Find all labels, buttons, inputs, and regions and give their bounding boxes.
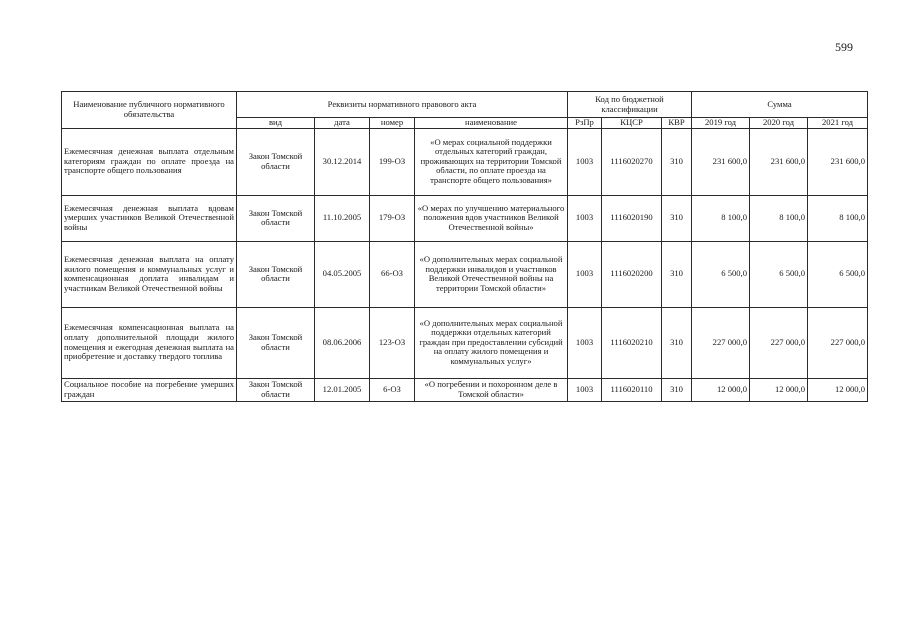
row-sum-2019: 6 500,0 (692, 241, 750, 307)
row-act-title: «О дополнительных мерах социальной поддержки инвалидов и участников Великой Отечественной войны на территории Томской области» (415, 241, 568, 307)
header-kcsr: КЦСР (602, 118, 662, 129)
row-act-date: 30.12.2014 (315, 128, 370, 195)
table-row (62, 307, 868, 378)
row-kcsr: 1116020210 (602, 307, 662, 378)
row-obligation-name: Ежемесячная денежная выплата на оплату жилого помещения и коммунальных услуг и компенсационная доплата инвалидам и участникам Великой Отечественной войны (62, 241, 237, 307)
header-obligation-name: Наименование публичного нормативного обязательства (62, 92, 237, 129)
header-date: дата (315, 118, 370, 129)
row-act-type: Закон Томской области (237, 307, 315, 378)
row-kcsr: 1116020110 (602, 378, 662, 401)
row-kvr: 310 (662, 378, 692, 401)
header-rzpr: РзПр (568, 118, 602, 129)
row-obligation-name: Ежемесячная компенсационная выплата на оплату дополнительной площади жилого помещения и ежегодная денежная выплата на приобретение и доставку твердого топлива (62, 307, 237, 378)
row-act-date: 11.10.2005 (315, 195, 370, 241)
header-number: номер (370, 118, 415, 129)
header-kvr: КВР (662, 118, 692, 129)
table-row (62, 128, 868, 195)
row-rzpr: 1003 (568, 128, 602, 195)
row-sum-2019: 12 000,0 (692, 378, 750, 401)
row-act-date: 08.06.2006 (315, 307, 370, 378)
row-obligation-name: Социальное пособие на погребение умерших граждан (62, 378, 237, 401)
header-sum: Сумма (692, 92, 868, 118)
row-sum-2019: 227 000,0 (692, 307, 750, 378)
header-2019: 2019 год (692, 118, 750, 129)
row-sum-2019: 8 100,0 (692, 195, 750, 241)
page-number: 599 (835, 40, 853, 54)
table-row (62, 195, 868, 241)
row-sum-2020: 8 100,0 (750, 195, 808, 241)
row-sum-2019: 231 600,0 (692, 128, 750, 195)
row-obligation-name: Ежемесячная денежная выплата отдельным категориям граждан по оплате проезда на транспорте общего пользования (62, 128, 237, 195)
row-act-number: 179-ОЗ (370, 195, 415, 241)
row-sum-2021: 6 500,0 (808, 241, 868, 307)
header-row-top (62, 92, 868, 118)
row-sum-2020: 227 000,0 (750, 307, 808, 378)
header-act-details: Реквизиты нормативного правового акта (237, 92, 568, 118)
row-sum-2020: 231 600,0 (750, 128, 808, 195)
row-obligation-name: Ежемесячная денежная выплата вдовам умерших участников Великой Отечественной войны (62, 195, 237, 241)
row-act-date: 04.05.2005 (315, 241, 370, 307)
header-title: наименование (415, 118, 568, 129)
row-kvr: 310 (662, 195, 692, 241)
row-rzpr: 1003 (568, 195, 602, 241)
row-act-type: Закон Томской области (237, 128, 315, 195)
row-sum-2021: 8 100,0 (808, 195, 868, 241)
row-act-number: 66-ОЗ (370, 241, 415, 307)
row-sum-2020: 12 000,0 (750, 378, 808, 401)
header-2020: 2020 год (750, 118, 808, 129)
row-act-title: «О мерах социальной поддержки отдельных категорий граждан, проживающих на территории Томской области, по оплате проезда на транспорте общего пользования» (415, 128, 568, 195)
row-kcsr: 1116020200 (602, 241, 662, 307)
row-rzpr: 1003 (568, 378, 602, 401)
obligations-table (61, 91, 868, 402)
row-kvr: 310 (662, 128, 692, 195)
row-kcsr: 1116020190 (602, 195, 662, 241)
row-act-title: «О погребении и похоронном деле в Томской области» (415, 378, 568, 401)
header-type: вид (237, 118, 315, 129)
row-act-date: 12.01.2005 (315, 378, 370, 401)
header-2021: 2021 год (808, 118, 868, 129)
row-sum-2021: 227 000,0 (808, 307, 868, 378)
row-act-number: 123-ОЗ (370, 307, 415, 378)
row-act-title: «О дополнительных мерах социальной поддержки отдельных категорий граждан при предоставлении субсидий на оплату жилого помещения и коммунальных услуг» (415, 307, 568, 378)
row-act-title: «О мерах по улучшению материального положения вдов участников Великой Отечественной войны» (415, 195, 568, 241)
header-budget-code: Код по бюджетной классификации (568, 92, 692, 118)
row-rzpr: 1003 (568, 307, 602, 378)
row-rzpr: 1003 (568, 241, 602, 307)
row-act-type: Закон Томской области (237, 378, 315, 401)
row-act-number: 6-ОЗ (370, 378, 415, 401)
row-act-type: Закон Томской области (237, 241, 315, 307)
table-row (62, 241, 868, 307)
row-act-type: Закон Томской области (237, 195, 315, 241)
table-row (62, 378, 868, 401)
row-act-number: 199-ОЗ (370, 128, 415, 195)
row-sum-2021: 12 000,0 (808, 378, 868, 401)
row-sum-2020: 6 500,0 (750, 241, 808, 307)
row-kvr: 310 (662, 307, 692, 378)
row-sum-2021: 231 600,0 (808, 128, 868, 195)
row-kvr: 310 (662, 241, 692, 307)
row-kcsr: 1116020270 (602, 128, 662, 195)
